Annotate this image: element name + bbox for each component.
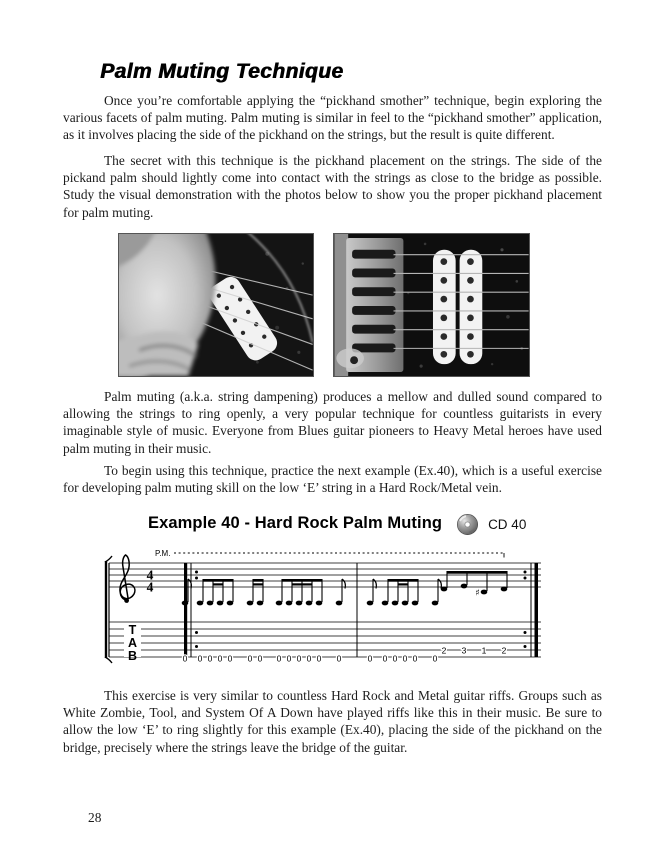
fret-number: 0 [367,653,373,664]
tab-frets-measure-2 [368,646,507,664]
photo-bridge-pickup [333,233,530,377]
notes-measure-1 [182,579,346,605]
tab-staff-lines [109,622,541,657]
pm-label: P.M. [155,549,171,558]
tab-letter-b: B [127,649,138,663]
time-signature-top: 4 [146,567,154,583]
tab-letter-a: A [127,636,138,650]
example-heading: Example 40 - Hard Rock Palm Muting [148,514,443,532]
fret-number: 0 [432,653,438,664]
bridge-closeup-graphic [334,234,529,376]
time-signature [147,568,154,595]
fret-number: 0 [402,653,408,664]
fret-number: 0 [286,653,292,664]
photo-row [118,233,530,377]
fret-number: 2 [501,645,507,656]
time-signature-bottom: 4 [146,579,154,595]
fret-number: 0 [382,653,388,664]
palm-mute-marking [155,549,504,558]
fret-number: 2 [441,645,447,656]
fret-number: 0 [217,653,223,664]
fret-number: 0 [306,653,312,664]
fret-number: 1 [481,645,487,656]
fret-number: 0 [392,653,398,664]
music-example [104,546,548,668]
fret-number: 0 [296,653,302,664]
paragraph-intro: Once you’re comfortable applying the “pickhand smother” technique, begin exploring the various facets of palm muting. Palm muting is similar in feel to the “pickhand smother” application, as it involves placing the side of the pickhand on the strings, but the result is quite different. [63,93,602,143]
fret-number: 0 [257,653,263,664]
example-heading-row [148,511,526,536]
paragraph-palm-muting: Palm muting (a.k.a. string dampening) produces a mellow and dulled sound compared to allowing the strings to ring openly, a very popular technique for countless guitarists in every imaginable style of music. Everyone from Blues guitar pioneers to Heavy Metal heroes have used palm muting in their music. [63,389,602,456]
cd-disc-icon [456,513,479,536]
notes-measure-2 [367,571,508,605]
sharp-accidental: ♯ [475,588,480,599]
cd-track-label: CD 40 [488,517,527,532]
fret-number: 0 [316,653,322,664]
page-title: Palm Muting Technique [100,60,344,83]
fret-number: 0 [227,653,233,664]
notation-system [104,546,548,668]
paragraph-practice: To begin using this technique, practice the next example (Ex.40), which is a useful exercise for developing palm muting skill on the low ‘E’ string in a Hard Rock/Metal vein. [63,463,602,496]
fret-number: 0 [412,653,418,664]
paragraph-secret: The secret with this technique is the pickhand placement on the strings. The side of the pickand palm should lightly come into contact with the strings as close to the bridge as possible. Study the visual demonstration with the photos below to show you the proper pickhand placement for palm muting. [63,153,602,220]
tab-frets-measure-1 [183,654,342,664]
fret-number: 0 [197,653,203,664]
treble-staff-lines [109,563,541,587]
photo-palm-on-bridge [118,233,314,377]
beams-measure-2 [388,579,419,586]
fret-number: 0 [207,653,213,664]
stems-measure-2 [373,579,438,602]
stems-measure-1 [188,579,342,602]
fret-number: 0 [182,653,188,664]
tab-letter-t: T [128,623,137,637]
fret-number: 0 [247,653,253,664]
tab-clef [128,623,137,663]
bridge-highlight [336,348,364,368]
page-number: 28 [88,810,102,825]
fret-number: 0 [336,653,342,664]
treble-clef-icon [120,555,135,603]
paragraph-closing: This exercise is very similar to countless Hard Rock and Metal guitar riffs. Groups such as White Zombie, Tool, and System Of A Down have played riffs like this in their music. Be sure to allow the low ‘E’ to ring slightly for this example (Ex.40), placing the side of the pickhand on the bridge, precisely where the strings leave the bridge of the guitar. [63,688,602,755]
palm-muting-photo-graphic [119,234,313,376]
fret-number: 3 [461,645,467,656]
tremolo-screw [350,356,358,364]
fret-number: 0 [276,653,282,664]
